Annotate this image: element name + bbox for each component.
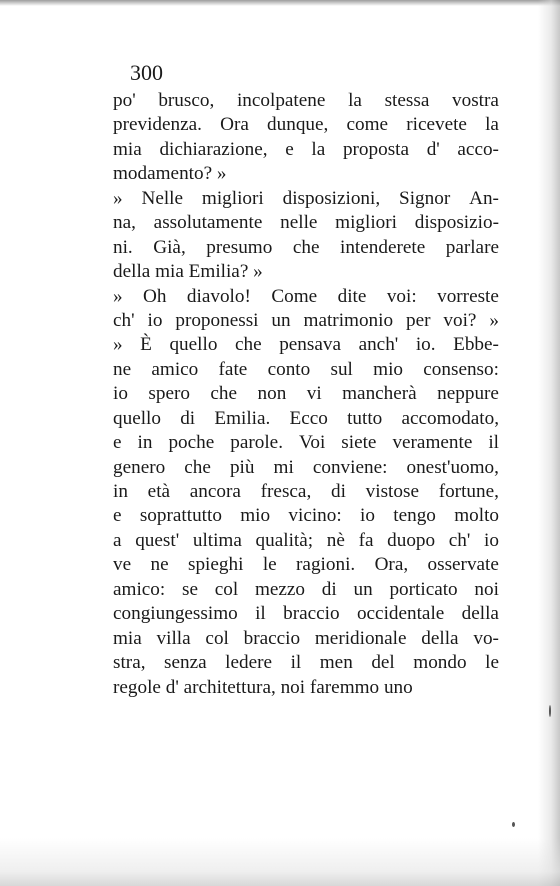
text-line: » Nelle migliori disposizioni, Signor An- <box>113 187 499 209</box>
text-line: congiungessimo il braccio occidentale della <box>113 603 499 625</box>
text-line: in età ancora fresca, di vistose fortune, <box>113 481 499 502</box>
text-line: ch' io proponessi un matrimonio per voi? » <box>113 309 499 331</box>
text-line: amico: se col mezzo di un porticato noi <box>113 578 499 600</box>
text-line: ve ne spieghi le ragioni. Ora, osservate <box>113 554 499 576</box>
text-line: e in poche parole. Voi siete veramente il <box>113 432 499 454</box>
text-line: mia dichiarazione, e la proposta d' acco- <box>113 138 499 160</box>
page-edge-shadow-right <box>538 0 560 886</box>
text-line: » È quello che pensava anch' io. Ebbe- <box>113 334 499 356</box>
body-text <box>113 89 499 700</box>
text-line: ne amico fate conto sul mio consenso: <box>113 358 499 380</box>
text-line: genero che più mi conviene: onest'uomo, <box>113 456 499 478</box>
text-line: a quest' ultima qualità; nè fa duopo ch' io <box>113 529 499 551</box>
page-edge-shadow-top <box>0 0 560 6</box>
text-line: na, assolutamente nelle migliori disposizio- <box>113 212 499 234</box>
ink-speck <box>549 705 551 717</box>
page-number: 300 <box>130 60 163 85</box>
text-line: modamento? » <box>113 163 227 185</box>
text-line: e soprattutto mio vicino: io tengo molto <box>113 505 499 527</box>
text-line: quello di Emilia. Ecco tutto accomodato, <box>113 407 499 429</box>
text-line: stra, senza ledere il men del mondo le <box>113 652 499 674</box>
page-edge-shadow-bottom <box>0 838 560 886</box>
ink-speck <box>512 822 515 827</box>
text-line: » Oh diavolo! Come dite voi: vorreste <box>113 285 499 307</box>
text-line: previdenza. Ora dunque, come ricevete la <box>113 114 499 136</box>
text-line: po' brusco, incolpatene la stessa vostra <box>113 90 499 111</box>
text-line: regole d' architettura, noi faremmo uno <box>113 676 413 698</box>
text-line: mia villa col braccio meridionale della vo- <box>113 627 499 649</box>
text-line: della mia Emilia? » <box>113 261 263 283</box>
text-line: ni. Già, presumo che intenderete parlare <box>113 236 499 258</box>
text-line: io spero che non vi mancherà neppure <box>113 383 499 405</box>
